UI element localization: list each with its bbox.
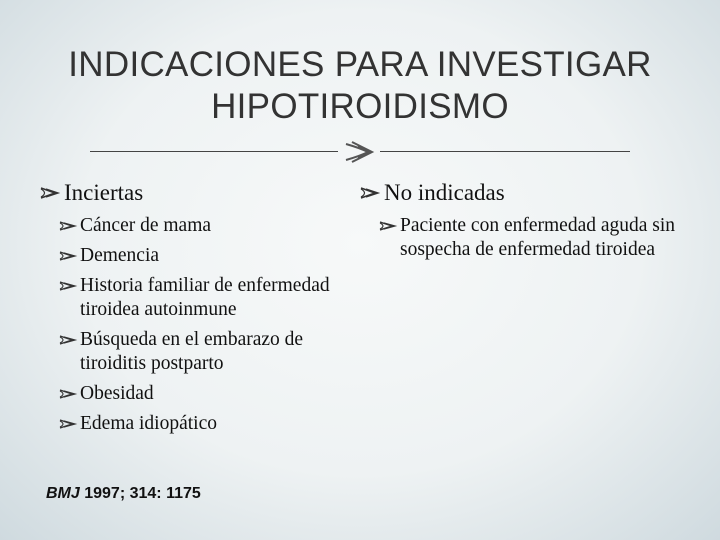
right-heading: No indicadas (384, 180, 505, 205)
list-item (58, 382, 338, 406)
left-heading: Inciertas (64, 180, 144, 205)
divider-line-right (380, 151, 630, 152)
bullet-arrow-icon (58, 382, 80, 406)
list-item (58, 244, 338, 268)
bullet-arrow-icon (58, 412, 80, 436)
list-item-text: Cáncer de mama (80, 215, 212, 236)
citation-reference: 1997; 314: 1175 (79, 485, 201, 502)
title-line-1: INDICACIONES PARA INVESTIGAR (68, 45, 652, 84)
left-sub-list (38, 214, 338, 436)
list-item-text: Búsqueda en el embarazo de tiroiditis postparto (80, 329, 304, 374)
divider-line-left (90, 151, 338, 152)
bullet-arrow-icon (342, 138, 378, 166)
citation (46, 485, 201, 503)
list-item (378, 214, 678, 262)
list-item-text: Historia familiar de enfermedad tiroidea autoinmune (80, 275, 330, 320)
bullet-arrow-icon (58, 214, 80, 238)
citation-journal: BMJ (46, 485, 80, 502)
bullet-arrow-icon (58, 328, 80, 352)
bullet-arrow-icon (378, 214, 400, 238)
list-item (58, 214, 338, 238)
right-column (358, 178, 678, 268)
left-column (38, 178, 338, 442)
title-divider (90, 138, 630, 166)
right-sub-list (358, 214, 678, 262)
list-item (58, 274, 338, 322)
right-heading-item (358, 178, 678, 208)
list-item-text: Edema idiopático (80, 413, 217, 434)
bullet-arrow-icon (58, 244, 80, 268)
list-item-text: Demencia (80, 245, 160, 266)
bullet-arrow-icon (58, 274, 80, 298)
slide-title (40, 44, 680, 128)
bullet-arrow-icon (358, 178, 384, 208)
list-item-text: Paciente con enfermedad aguda sin sospecha de enfermedad tiroidea (400, 215, 676, 260)
list-item (58, 412, 338, 436)
bullet-arrow-icon (38, 178, 64, 208)
list-item-text: Obesidad (80, 383, 154, 404)
left-heading-item (38, 178, 338, 208)
list-item (58, 328, 338, 376)
title-line-2: HIPOTIROIDISMO (211, 87, 509, 126)
